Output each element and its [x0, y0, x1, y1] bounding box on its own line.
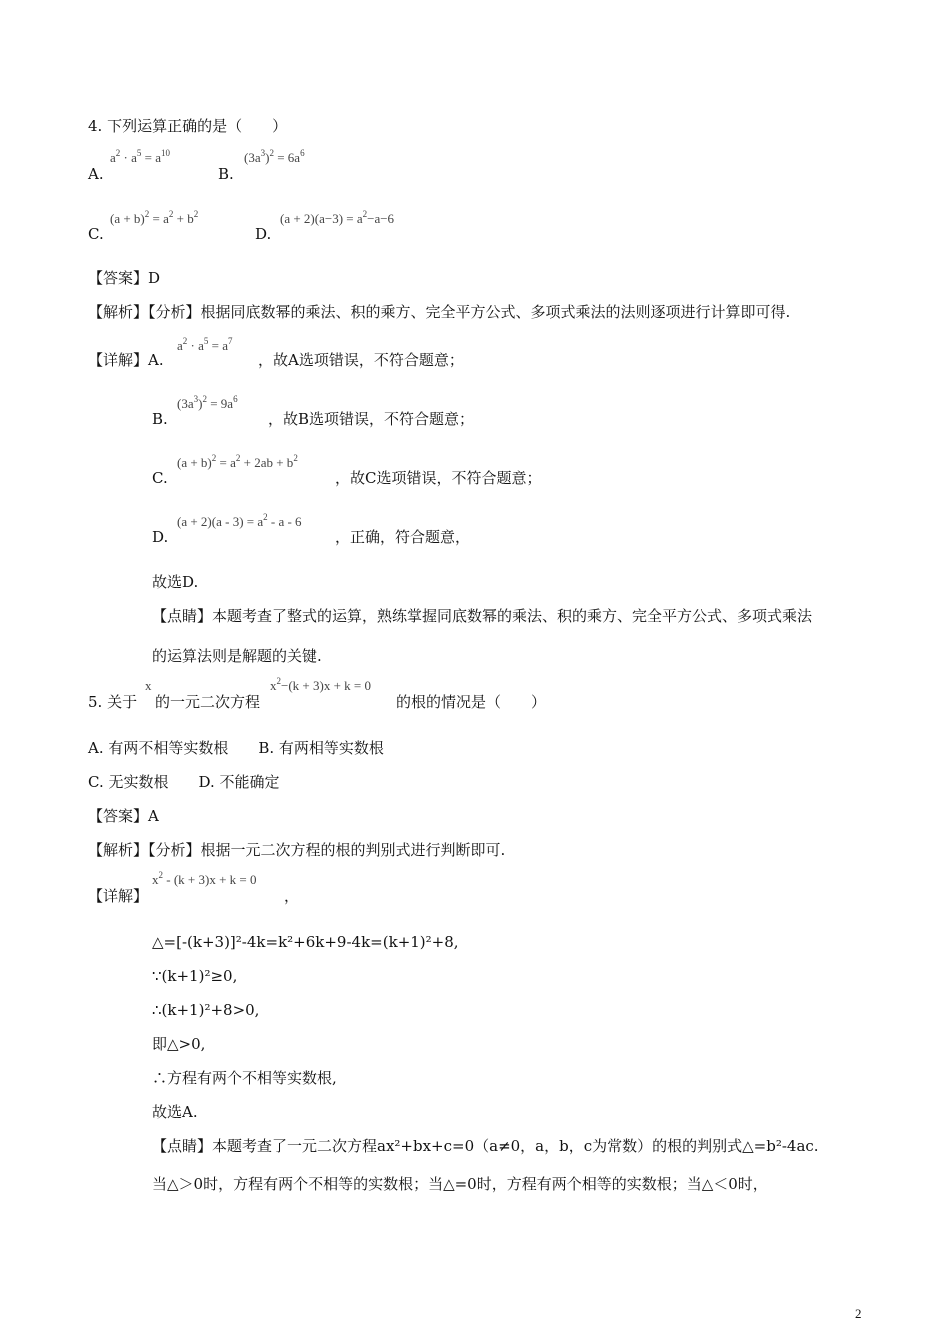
q5-detail-line-2: ∵(k+1)²≥0,	[152, 967, 238, 985]
page-number: 2	[855, 1306, 862, 1321]
q4-option-d-label: D.	[255, 225, 272, 243]
q4-choose: 故选D.	[152, 573, 199, 591]
q5-detail-line-3: ∴(k+1)²+8>0,	[152, 1001, 260, 1019]
q5-options-c-d: C. 无实数根 D. 不能确定	[88, 773, 280, 791]
q4-detail-c-text: ，故C选项错误，不符合题意；	[335, 469, 542, 487]
q4-option-a-label: A.	[88, 165, 104, 183]
q5-comment-line-1: 【点睛】本题考查了一元二次方程ax²+bx+c=0（a≠0，a，b，c为常数）的根的判别式△=b²-4ac.	[152, 1137, 819, 1155]
q4-option-b-formula: $(3a^3)^2 = 6a^6$	[244, 148, 305, 165]
q4-detail-c-label: C.	[152, 469, 168, 487]
q5-comment-line-2: 当△＞0时，方程有两个不相等的实数根；当△=0时，方程有两个相等的实数根；当△＜0时，	[152, 1175, 768, 1193]
q4-option-c-formula: $(a + b)^2 = a^2 + b^2$	[110, 209, 199, 226]
q5-choose: 故选A.	[152, 1103, 198, 1121]
q5-stem-variable: x	[145, 678, 152, 693]
q4-stem: 4. 下列运算正确的是（ ）	[88, 117, 288, 135]
q5-detail-comma: ，	[284, 887, 300, 905]
q4-detail-b-formula: $(3a^3)^2 = 9a^6$	[177, 394, 238, 411]
q4-comment-line-2: 的运算法则是解题的关键.	[152, 647, 322, 665]
q5-stem-equation: $x^2-(k + 3)x + k = 0$	[270, 676, 371, 693]
q5-stem-prefix: 5. 关于	[88, 693, 138, 711]
q4-option-a-formula: $a^2 \cdot a^5 = a^{10}$	[110, 148, 170, 165]
q4-detail-d-text: ，正确，符合题意，	[335, 528, 471, 546]
q4-detail-head: 【详解】A.	[88, 351, 164, 369]
q5-stem-suffix: 的根的情况是（ ）	[396, 693, 547, 711]
q4-option-d-formula: $(a + 2)(a-3) = a^2-a-6$	[280, 209, 395, 226]
q4-detail-b-label: B.	[152, 410, 168, 428]
q4-detail-c-formula: $(a + b)^2 = a^2 + 2ab + b^2$	[177, 453, 298, 470]
q4-option-c-label: C.	[88, 225, 104, 243]
q4-comment-line-1: 【点睛】本题考查了整式的运算，熟练掌握同底数幂的乘法、积的乘方、完全平方公式、多项式乘法	[152, 607, 813, 625]
q4-detail-d-label: D.	[152, 528, 169, 546]
q5-detail-head: 【详解】	[88, 887, 149, 905]
q5-options-a-b: A. 有两不相等实数根 B. 有两相等实数根	[88, 739, 384, 757]
q5-stem-middle: 的一元二次方程	[155, 693, 261, 711]
q4-answer: 【答案】D	[88, 269, 161, 287]
q4-option-b-label: B.	[218, 165, 234, 183]
q4-analysis: 【解析】【分析】根据同底数幂的乘法、积的乘方、完全平方公式、多项式乘法的法则逐项进行计算即可得.	[88, 303, 791, 321]
q4-detail-d-formula: $(a + 2)(a - 3) = a^2 - a - 6$	[177, 512, 302, 529]
q4-detail-a-text: ，故A选项错误，不符合题意；	[258, 351, 464, 369]
q5-detail-line-5: ∴方程有两个不相等实数根,	[152, 1069, 337, 1087]
q5-answer: 【答案】A	[88, 807, 159, 825]
q4-detail-a-formula: $a^2 \cdot a^5 = a^7$	[177, 336, 233, 353]
q5-detail-equation: $x^2 - (k + 3)x + k = 0$	[152, 870, 257, 887]
q4-detail-b-text: ，故B选项错误，不符合题意；	[268, 410, 475, 428]
q5-analysis: 【解析】【分析】根据一元二次方程的根的判别式进行判断即可.	[88, 841, 506, 859]
q5-detail-line-4: 即△>0,	[152, 1035, 206, 1053]
q5-detail-line-1: △=[-(k+3)]²-4k=k²+6k+9-4k=(k+1)²+8,	[152, 933, 459, 951]
